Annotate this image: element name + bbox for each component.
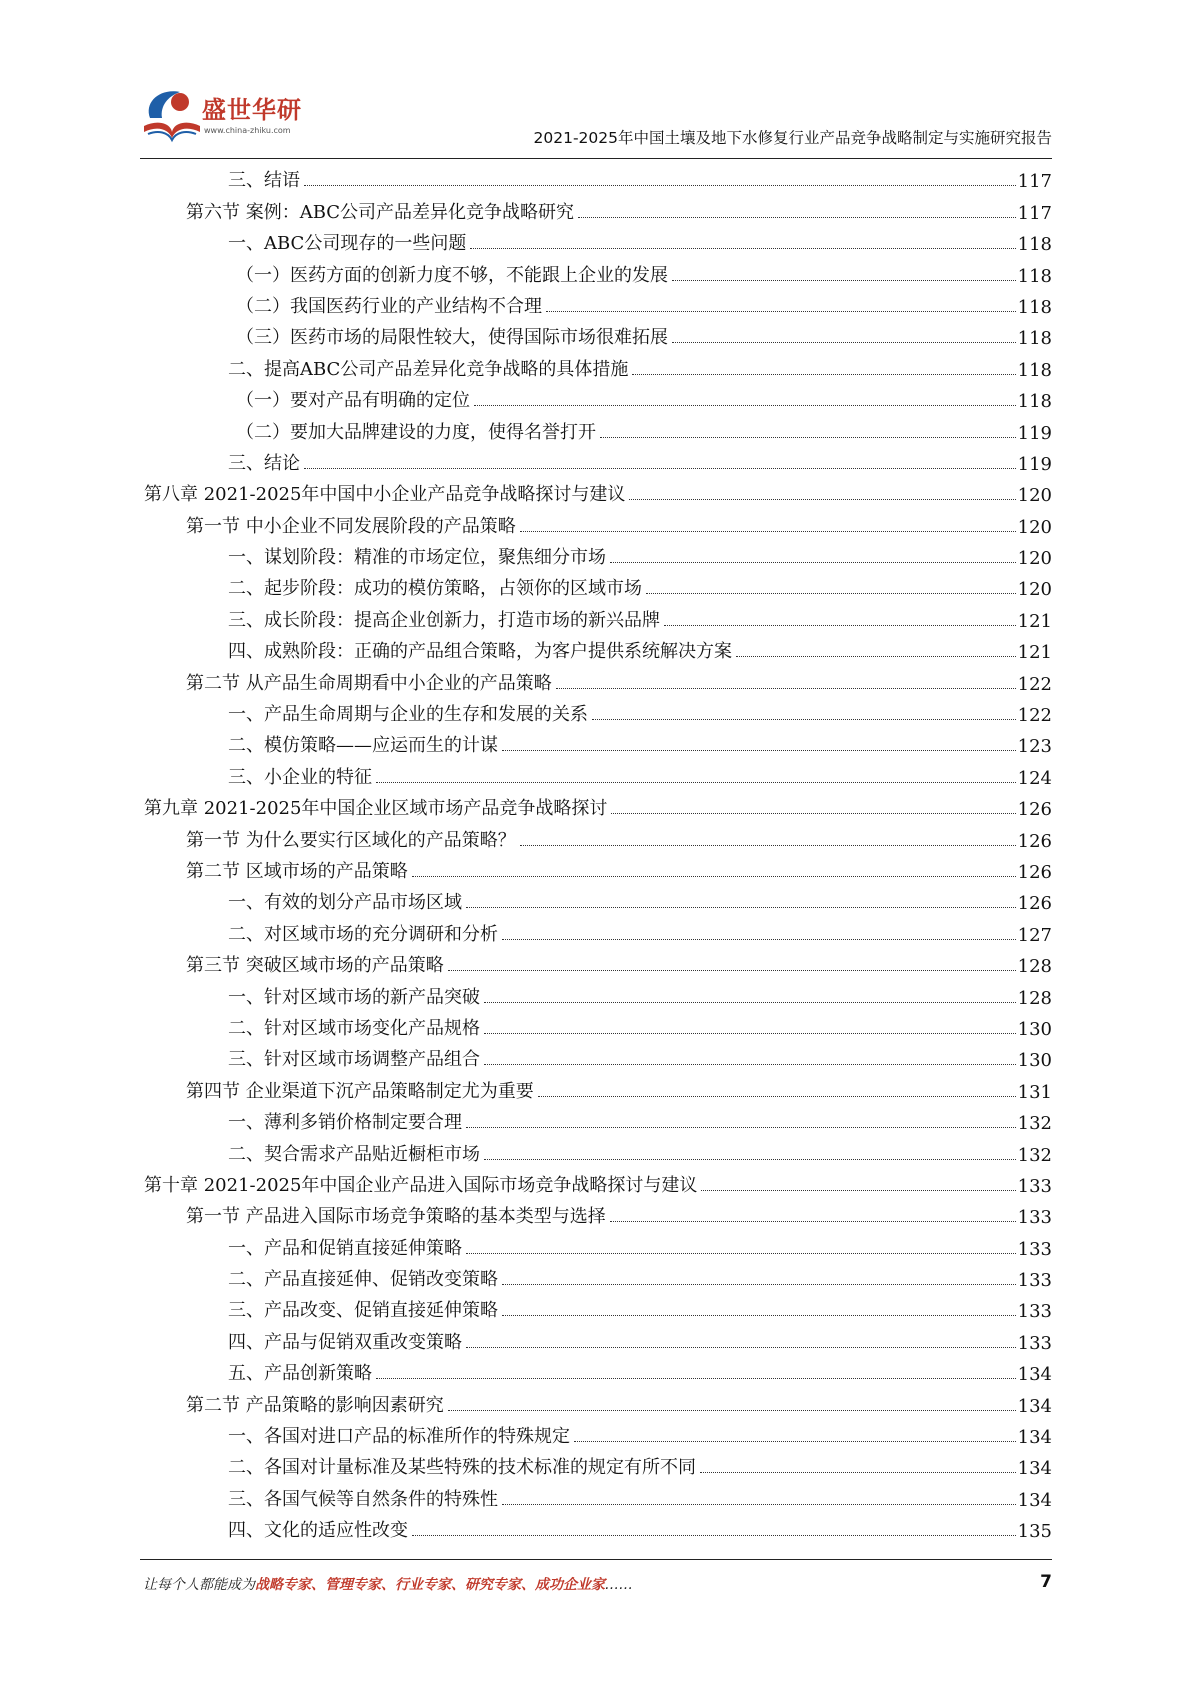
toc-entry-title: 二、提高ABC公司产品差异化竞争战略的具体措施 bbox=[228, 358, 629, 380]
toc-entry-title: 四、文化的适应性改变 bbox=[228, 1520, 408, 1542]
toc-entry[interactable] bbox=[144, 1103, 1052, 1134]
toc-entry[interactable] bbox=[144, 1071, 1052, 1102]
toc-entry[interactable] bbox=[144, 789, 1052, 820]
toc-entry[interactable] bbox=[144, 224, 1052, 255]
toc-leader-dots bbox=[304, 468, 1016, 469]
toc-leader-dots bbox=[556, 688, 1016, 689]
toc-entry-title: 第二节 区域市场的产品策略 bbox=[186, 860, 408, 882]
toc-entry-page: 134 bbox=[1017, 1395, 1052, 1417]
toc-entry-title: 一、产品生命周期与企业的生存和发展的关系 bbox=[228, 704, 588, 726]
toc-leader-dots bbox=[484, 1064, 1016, 1065]
toc-entry-page: 118 bbox=[1017, 359, 1052, 381]
toc-entry-title: 一、谋划阶段：精准的市场定位，聚焦细分市场 bbox=[228, 547, 606, 569]
toc-entry-title: （二）我国医药行业的产业结构不合理 bbox=[236, 295, 542, 317]
toc-entry-page: 134 bbox=[1017, 1489, 1052, 1511]
toc-entry-title: 第一节 为什么要实行区域化的产品策略？ bbox=[186, 829, 516, 851]
toc-entry[interactable] bbox=[144, 1134, 1052, 1165]
toc-entry-title: 第四节 企业渠道下沉产品策略制定尤为重要 bbox=[186, 1080, 534, 1102]
toc-entry-page: 133 bbox=[1017, 1301, 1052, 1323]
toc-leader-dots bbox=[502, 1504, 1016, 1505]
toc-leader-dots bbox=[672, 342, 1016, 343]
slogan-prefix: 让每个人都能成为 bbox=[143, 1577, 255, 1593]
toc-entry-title: 三、成长阶段：提高企业创新力，打造市场的新兴品牌 bbox=[228, 609, 660, 631]
toc-entry-title: （三）医药市场的局限性较大，使得国际市场很难拓展 bbox=[236, 327, 668, 349]
toc-leader-dots bbox=[736, 656, 1016, 657]
toc-entry-title: 四、产品与促销双重改变策略 bbox=[228, 1331, 462, 1353]
toc-entry[interactable] bbox=[144, 538, 1052, 569]
toc-entry-page: 122 bbox=[1017, 673, 1052, 695]
toc-leader-dots bbox=[412, 876, 1016, 877]
toc-entry-page: 131 bbox=[1017, 1081, 1052, 1103]
toc-entry-page: 126 bbox=[1017, 799, 1052, 821]
toc-leader-dots bbox=[474, 405, 1016, 406]
toc-entry-title: （二）要加大品牌建设的力度，使得名誉打开 bbox=[236, 421, 596, 443]
toc-entry[interactable] bbox=[144, 1197, 1052, 1228]
report-title: 2021-2025年中国土壤及地下水修复行业产品竞争战略制定与实施研究报告 bbox=[533, 129, 1052, 147]
toc-leader-dots bbox=[484, 1159, 1016, 1160]
toc-entry[interactable] bbox=[144, 349, 1052, 380]
toc-entry[interactable] bbox=[144, 852, 1052, 883]
toc-entry-title: 第一节 产品进入国际市场竞争策略的基本类型与选择 bbox=[186, 1206, 606, 1228]
toc-entry-page: 134 bbox=[1017, 1364, 1052, 1386]
toc-entry-page: 130 bbox=[1017, 1018, 1052, 1040]
toc-entry[interactable] bbox=[144, 381, 1052, 412]
toc-entry-page: 126 bbox=[1017, 830, 1052, 852]
toc-leader-dots bbox=[466, 1347, 1016, 1348]
toc-entry-page: 118 bbox=[1017, 265, 1052, 287]
toc-entry[interactable] bbox=[144, 569, 1052, 600]
toc-entry-page: 132 bbox=[1017, 1144, 1052, 1166]
footer-slogan bbox=[143, 1574, 633, 1594]
toc-entry-title: 三、小企业的特征 bbox=[228, 766, 372, 788]
logo-emblem-icon bbox=[140, 82, 202, 146]
toc-entry[interactable] bbox=[144, 1354, 1052, 1385]
toc-entry-title: 第九章 2021-2025年中国企业区域市场产品竞争战略探讨 bbox=[144, 798, 608, 820]
toc-leader-dots bbox=[520, 845, 1016, 846]
toc-leader-dots bbox=[600, 437, 1016, 438]
toc-leader-dots bbox=[448, 1410, 1016, 1411]
toc-entry-page: 135 bbox=[1017, 1521, 1052, 1543]
toc-leader-dots bbox=[502, 1315, 1016, 1316]
toc-entry[interactable] bbox=[144, 1291, 1052, 1322]
toc-leader-dots bbox=[632, 374, 1015, 375]
toc-leader-dots bbox=[672, 280, 1016, 281]
toc-entry-title: 第一节 中小企业不同发展阶段的产品策略 bbox=[186, 515, 516, 537]
toc-entry-page: 133 bbox=[1017, 1238, 1052, 1260]
toc-entry[interactable] bbox=[144, 1479, 1052, 1510]
toc-leader-dots bbox=[448, 970, 1016, 971]
toc-entry-page: 123 bbox=[1017, 736, 1052, 758]
toc-leader-dots bbox=[538, 1096, 1016, 1097]
toc-entry-page: 119 bbox=[1017, 422, 1052, 444]
toc-leader-dots bbox=[376, 1378, 1016, 1379]
toc-leader-dots bbox=[610, 1221, 1016, 1222]
brand-url: www.china-zhiku.com bbox=[204, 126, 291, 135]
toc-entry[interactable] bbox=[144, 757, 1052, 788]
toc-entry[interactable] bbox=[144, 946, 1052, 977]
toc-entry[interactable] bbox=[144, 1260, 1052, 1291]
toc-leader-dots bbox=[466, 907, 1016, 908]
toc-entry-page: 120 bbox=[1017, 485, 1052, 507]
toc-entry-title: 二、模仿策略——应运而生的计谋 bbox=[228, 735, 498, 757]
toc-entry-title: （一）要对产品有明确的定位 bbox=[236, 390, 470, 412]
toc-leader-dots bbox=[700, 1472, 1016, 1473]
toc-entry-page: 122 bbox=[1017, 705, 1052, 727]
toc-entry-title: 五、产品创新策略 bbox=[228, 1363, 372, 1385]
company-logo bbox=[140, 82, 340, 152]
toc-entry[interactable] bbox=[144, 318, 1052, 349]
toc-entry[interactable] bbox=[144, 1009, 1052, 1040]
toc-entry-title: 二、起步阶段：成功的模仿策略，占领你的区域市场 bbox=[228, 578, 642, 600]
toc-entry-title: 第六节 案例：ABC公司产品差异化竞争战略研究 bbox=[186, 201, 575, 223]
toc-entry-title: 一、产品和促销直接延伸策略 bbox=[228, 1237, 462, 1259]
slogan-suffix: …… bbox=[605, 1577, 633, 1593]
toc-entry[interactable] bbox=[144, 820, 1052, 851]
toc-entry-page: 120 bbox=[1017, 579, 1052, 601]
toc-leader-dots bbox=[629, 499, 1015, 500]
toc-entry-title: 二、针对区域市场变化产品规格 bbox=[228, 1017, 480, 1039]
toc-entry-title: 二、各国对计量标准及某些特殊的技术标准的规定有所不同 bbox=[228, 1457, 696, 1479]
toc-leader-dots bbox=[502, 939, 1016, 940]
toc-entry[interactable] bbox=[144, 883, 1052, 914]
toc-entry-title: 二、对区域市场的充分调研和分析 bbox=[228, 923, 498, 945]
toc-entry[interactable] bbox=[144, 192, 1052, 223]
toc-entry-title: 三、结论 bbox=[228, 452, 300, 474]
toc-entry-page: 121 bbox=[1017, 642, 1052, 664]
toc-leader-dots bbox=[376, 782, 1016, 783]
toc-entry-page: 127 bbox=[1017, 924, 1052, 946]
toc-entry-page: 121 bbox=[1017, 610, 1052, 632]
toc-entry-title: 四、成熟阶段：正确的产品组合策略，为客户提供系统解决方案 bbox=[228, 641, 732, 663]
toc-leader-dots bbox=[484, 1033, 1016, 1034]
toc-leader-dots bbox=[520, 531, 1016, 532]
toc-entry-title: 一、各国对进口产品的标准所作的特殊规定 bbox=[228, 1426, 570, 1448]
toc-entry[interactable] bbox=[144, 600, 1052, 631]
toc-entry-page: 118 bbox=[1017, 391, 1052, 413]
toc-entry-page: 133 bbox=[1017, 1270, 1052, 1292]
toc-entry-title: 二、产品直接延伸、促销改变策略 bbox=[228, 1269, 498, 1291]
toc-entry[interactable] bbox=[144, 1166, 1052, 1197]
toc-entry-page: 132 bbox=[1017, 1113, 1052, 1135]
toc-entry[interactable] bbox=[144, 475, 1052, 506]
toc-entry[interactable] bbox=[144, 1040, 1052, 1071]
toc-entry-title: 三、针对区域市场调整产品组合 bbox=[228, 1049, 480, 1071]
toc-entry-page: 126 bbox=[1017, 893, 1052, 915]
toc-entry[interactable] bbox=[144, 412, 1052, 443]
toc-entry-page: 133 bbox=[1017, 1207, 1052, 1229]
toc-entry[interactable] bbox=[144, 1511, 1052, 1542]
toc-leader-dots bbox=[610, 562, 1016, 563]
toc-entry[interactable] bbox=[144, 663, 1052, 694]
toc-entry-title: 第八章 2021-2025年中国中小企业产品竞争战略探讨与建议 bbox=[144, 484, 626, 506]
toc-entry[interactable] bbox=[144, 1417, 1052, 1448]
toc-entry-page: 118 bbox=[1017, 296, 1052, 318]
toc-entry[interactable] bbox=[144, 161, 1052, 192]
toc-entry-page: 117 bbox=[1017, 171, 1052, 193]
toc-leader-dots bbox=[611, 813, 1015, 814]
toc-leader-dots bbox=[701, 1190, 1015, 1191]
toc-entry-title: 一、ABC公司现存的一些问题 bbox=[228, 233, 467, 255]
toc-entry[interactable] bbox=[144, 914, 1052, 945]
toc-entry-page: 120 bbox=[1017, 548, 1052, 570]
toc-entry[interactable] bbox=[144, 255, 1052, 286]
toc-leader-dots bbox=[574, 1441, 1016, 1442]
toc-entry[interactable] bbox=[144, 632, 1052, 663]
toc-entry[interactable] bbox=[144, 287, 1052, 318]
toc-entry-title: 一、有效的划分产品市场区域 bbox=[228, 892, 462, 914]
toc-entry-title: 第三节 突破区域市场的产品策略 bbox=[186, 955, 444, 977]
toc-entry-title: 一、针对区域市场的新产品突破 bbox=[228, 986, 480, 1008]
footer-divider bbox=[140, 1559, 1052, 1560]
page-header bbox=[140, 78, 1052, 158]
toc-entry[interactable] bbox=[144, 977, 1052, 1008]
toc-entry-page: 117 bbox=[1017, 202, 1052, 224]
toc-entry[interactable] bbox=[144, 444, 1052, 475]
toc-entry[interactable] bbox=[144, 1228, 1052, 1259]
toc-leader-dots bbox=[502, 750, 1016, 751]
page-number: 7 bbox=[1040, 1572, 1052, 1592]
toc-leader-dots bbox=[546, 311, 1016, 312]
toc-entry-title: （一）医药方面的创新力度不够，不能跟上企业的发展 bbox=[236, 264, 668, 286]
toc-leader-dots bbox=[304, 185, 1016, 186]
toc-leader-dots bbox=[592, 719, 1016, 720]
toc-entry-title: 三、结语 bbox=[228, 170, 300, 192]
toc-entry-page: 134 bbox=[1017, 1458, 1052, 1480]
toc-leader-dots bbox=[664, 625, 1016, 626]
toc-entry-page: 120 bbox=[1017, 516, 1052, 538]
toc-leader-dots bbox=[484, 1002, 1016, 1003]
toc-entry-title: 第十章 2021-2025年中国企业产品进入国际市场竞争战略探讨与建议 bbox=[144, 1174, 698, 1196]
toc-leader-dots bbox=[470, 248, 1015, 249]
toc-entry[interactable] bbox=[144, 506, 1052, 537]
toc-entry-title: 二、契合需求产品贴近橱柜市场 bbox=[228, 1143, 480, 1165]
toc-leader-dots bbox=[466, 1127, 1016, 1128]
toc-entry[interactable] bbox=[144, 1448, 1052, 1479]
slogan-highlight: 战略专家、管理专家、行业专家、研究专家、成功企业家 bbox=[255, 1577, 605, 1593]
toc-entry-page: 133 bbox=[1017, 1332, 1052, 1354]
toc-entry-page: 128 bbox=[1017, 956, 1052, 978]
toc-leader-dots bbox=[412, 1535, 1016, 1536]
toc-entry-page: 118 bbox=[1017, 328, 1052, 350]
toc-leader-dots bbox=[578, 217, 1016, 218]
toc-entry-page: 118 bbox=[1017, 234, 1052, 256]
toc-entry[interactable] bbox=[144, 1322, 1052, 1353]
toc-entry[interactable] bbox=[144, 726, 1052, 757]
brand-name: 盛世华研 bbox=[202, 96, 302, 124]
toc-entry-page: 134 bbox=[1017, 1427, 1052, 1449]
toc-entry-title: 三、产品改变、促销直接延伸策略 bbox=[228, 1300, 498, 1322]
toc-leader-dots bbox=[466, 1253, 1016, 1254]
toc-entry-page: 126 bbox=[1017, 861, 1052, 883]
toc-entry-title: 一、薄利多销价格制定要合理 bbox=[228, 1112, 462, 1134]
toc-leader-dots bbox=[646, 593, 1016, 594]
toc-entry-page: 119 bbox=[1017, 453, 1052, 475]
toc-entry[interactable] bbox=[144, 695, 1052, 726]
toc-entry-page: 128 bbox=[1017, 987, 1052, 1009]
toc-entry-title: 第二节 产品策略的影响因素研究 bbox=[186, 1394, 444, 1416]
header-divider bbox=[140, 158, 1052, 159]
toc-entry[interactable] bbox=[144, 1385, 1052, 1416]
toc-leader-dots bbox=[502, 1284, 1016, 1285]
toc-entry-page: 133 bbox=[1017, 1175, 1052, 1197]
toc-entry-page: 130 bbox=[1017, 1050, 1052, 1072]
table-of-contents bbox=[144, 161, 1052, 1542]
toc-entry-title: 三、各国气候等自然条件的特殊性 bbox=[228, 1488, 498, 1510]
toc-entry-page: 124 bbox=[1017, 767, 1052, 789]
toc-entry-title: 第二节 从产品生命周期看中小企业的产品策略 bbox=[186, 672, 552, 694]
